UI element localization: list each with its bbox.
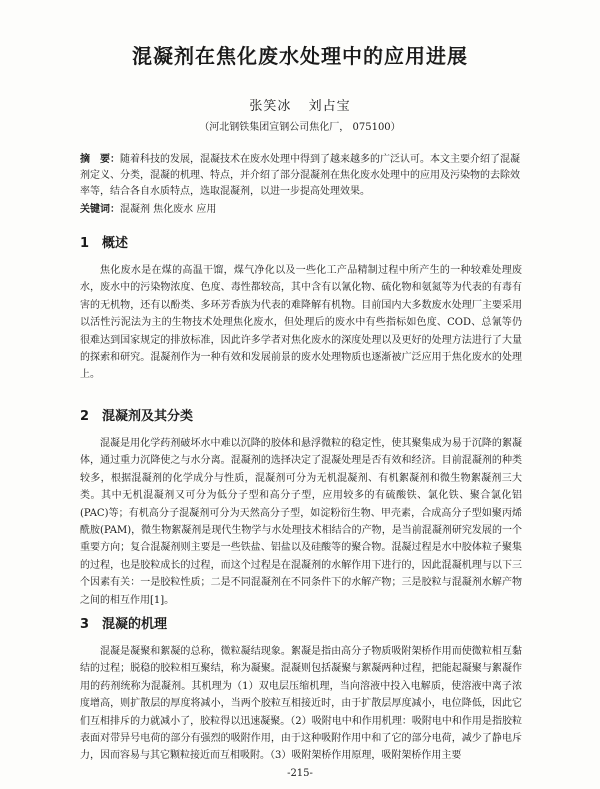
keywords-text: 混凝剂 焦化废水 应用 bbox=[120, 204, 217, 215]
paragraph: 焦化废水是在煤的高温干馏，煤气净化以及一些化工产品精制过程中所产生的一种较难处理废水，废水中的污染物浓度、色度、毒性都较高，其中含有以氰化物、硫化物和氨氮等为代表的有毒有害的无机物，还有以酚类、多环芳香族为代表的难降解有机物。目前国内大多数废水处理厂主要采用以活性污泥法为主的生物技术处理焦化废水，但处理后的废水中有些指标如色度、COD、总氰等仍很难达到国家规定的排放标准，因此许多学者对焦化废水的深度处理以及更好的处理方法进行了大量的探索和研究。混凝剂作为一种有效和发展前景的废水处理物质也逐渐被广泛应用于焦化废水的处理上。 bbox=[80, 265, 522, 381]
section-heading bbox=[80, 232, 128, 251]
paragraph-text: 混凝是用化学药剂破坏水中难以沉降的胶体和悬浮微粒的稳定性，使其聚集成为易于沉降的絮凝体，通过重力沉降使之与水分离。混凝剂的选择决定了混凝处理是否有效和经济。目前混凝剂的种类较多，根据混凝剂的化学成分与性质，混凝剂可分为无机混凝剂、有机絮凝剂和微生物絮凝剂三大类。其中无机混凝剂又可分为低分子型和高分子型，应用较多的有硫酸铁、氯化铁、聚合氯化铝(PAC)等；有机高分子混凝剂可分为天然高分子型，如淀粉衍生物、甲壳素，合成高分子型如聚丙烯酰胺(PAM)，微生物絮凝剂是现代生物学与水处理技术相结合的产物，是当前混凝剂研究发展的一个重要方向；复合混凝剂则主要是一些铁盐、铝盐以及硅酸等的聚合物。混凝过程是水中胶体粒子聚集的过程，也是胶粒成长的过程，而这个过程是在混凝剂的水解作用下进行的，因此混凝机理与以下三个因素有关：一是胶粒性质；二是不同混凝剂在不同条件下的水解产物；三是胶粒与混凝剂水解产物之间的相互作用[1]。 bbox=[80, 438, 522, 606]
author-name: 刘占宝 bbox=[308, 99, 351, 114]
paragraph: 混凝是凝聚和絮凝的总称，微粒凝结现象。絮凝是指由高分子物质吸附架桥作用而使微粒相互黏结的过程；脱稳的胶粒相互聚结，称为凝聚。混凝则包括凝聚与絮凝两种过程，把能起凝聚与絮凝作用的药剂统称为混凝剂。其机理为（1）双电层压缩机理，当向溶液中投入电解质，使溶液中离子浓度增高，则扩散层的厚度将减小，当两个胶粒互相接近时，由于扩散层厚度减小，电位降低，因此它们互相排斥的力就减小了，胶粒得以迅速凝聚。（2）吸附电中和作用机理：吸附电中和作用是指胶粒表面对带异号电荷的部分有强烈的吸附作用，由于这种吸附作用中和了它的部分电荷，减少了静电斥力，因而容易与其它颗粒接近而互相吸附。（3）吸附架桥作用原理，吸附架桥作用主要 bbox=[80, 646, 522, 762]
author-name: 张笑冰 bbox=[249, 99, 292, 114]
section-number: 1 bbox=[80, 236, 90, 251]
page-number: -215- bbox=[287, 768, 313, 779]
keywords bbox=[80, 202, 520, 218]
section-heading bbox=[80, 405, 193, 424]
authors bbox=[0, 95, 600, 114]
keywords-label: 关键词： bbox=[80, 204, 120, 215]
section-title: 混凝的机理 bbox=[102, 617, 168, 632]
paragraph bbox=[80, 435, 522, 609]
abstract-label: 摘 要： bbox=[80, 154, 120, 165]
section-title: 混凝剂及其分类 bbox=[102, 409, 194, 424]
abstract bbox=[80, 152, 520, 200]
section-title: 概述 bbox=[102, 236, 129, 251]
section-number: 3 bbox=[80, 617, 90, 632]
abstract-text: 随着科技的发展，混凝技术在废水处理中得到了越来越多的广泛认可。本文主要介绍了混凝剂定义、分类，混凝的机理、特点，并介绍了部分混凝剂在焦化废水处理中的应用及污染物的去除效率等，结合各自水质特点，选取混凝剂，以进一步提高处理效果。 bbox=[80, 154, 520, 197]
section-heading bbox=[80, 613, 167, 632]
section-number: 2 bbox=[80, 409, 90, 424]
affiliation: （河北钢铁集团宣钢公司焦化厂， 075100） bbox=[199, 122, 401, 133]
paper-title: 混凝剂在焦化废水处理中的应用进展 bbox=[132, 44, 468, 68]
